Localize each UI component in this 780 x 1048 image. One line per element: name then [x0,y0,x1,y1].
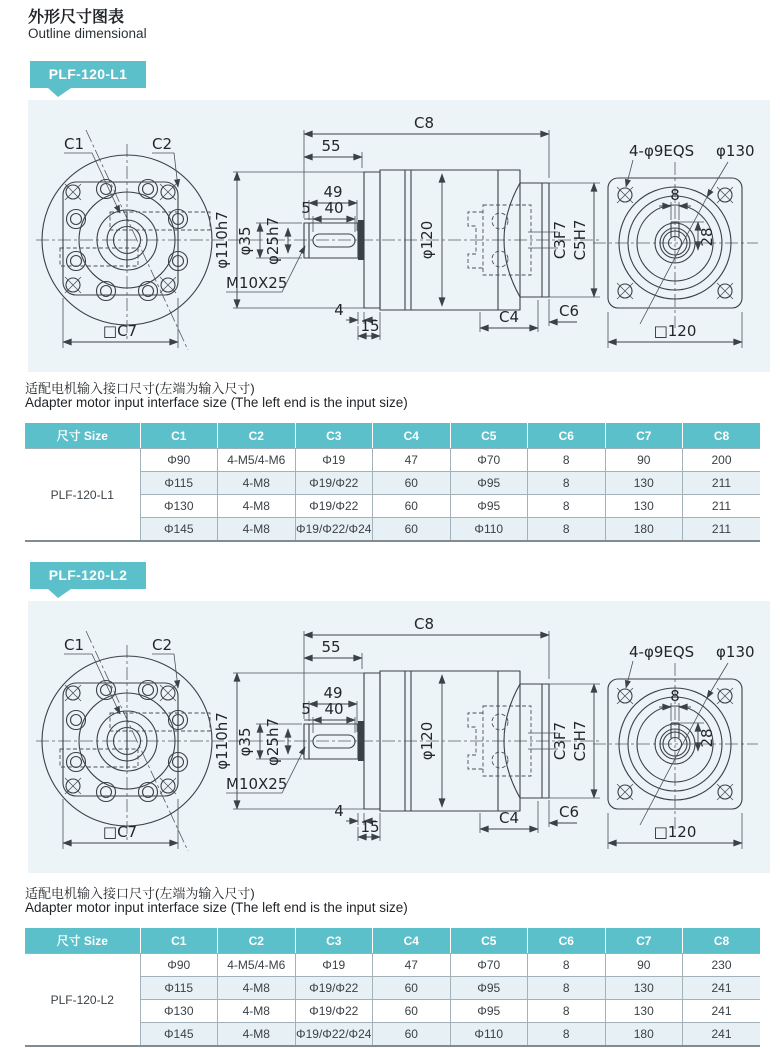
dim-label: C6 [558,803,580,821]
dim-label: φ120 [418,721,436,761]
table-cell: Φ19/Φ22/Φ24 [295,1023,373,1047]
corner-holes [65,685,176,794]
side-view [213,114,600,340]
section-subtitle-zh: 适配电机输入接口尺寸(左端为输入尺寸) [25,886,255,901]
table-cell: 241 [683,1000,761,1023]
table-cell: 130 [605,977,683,1000]
table-cell: Φ110 [450,518,528,542]
dim-label: □120 [653,322,697,340]
column-header: C8 [683,928,761,954]
dim-label: 4-φ9EQS [629,643,695,661]
dim-label: C8 [413,114,435,132]
table-cell: 60 [373,1000,451,1023]
table-cell: 130 [605,495,683,518]
table-cell: 8 [528,518,606,542]
dim-label: C8 [413,615,435,633]
dim-label: C3F7 [551,721,569,761]
table-cell: Φ19/Φ22 [295,472,373,495]
table-row [25,449,760,472]
table-cell: 130 [605,472,683,495]
column-header: C1 [140,928,218,954]
dim-label: φ35 [236,727,254,757]
dim-label: C2 [152,636,173,654]
dim-label: 40 [324,199,344,217]
technical-drawing [28,100,770,372]
table-header [25,423,760,449]
dim-label: 4-φ9EQS [629,142,695,160]
dim-label: □C7 [102,823,138,841]
table-cell: Φ70 [450,449,528,472]
table-cell: Φ19 [295,954,373,977]
dim-label: 5 [301,199,311,217]
dim-label: 4 [334,802,344,820]
rear-view [593,142,758,348]
table-cell: Φ145 [140,518,218,542]
column-header: C2 [218,928,296,954]
dim-label: C1 [64,636,85,654]
column-header: C6 [528,423,606,449]
table-cell: Φ115 [140,977,218,1000]
table-cell: Φ19/Φ22/Φ24 [295,518,373,542]
column-header: C8 [683,423,761,449]
table-cell: Φ19/Φ22 [295,1000,373,1023]
table-cell: 211 [683,472,761,495]
dimension-table-l1 [25,423,760,542]
table-header [25,928,760,954]
front-view [36,631,224,851]
dim-label: φ35 [236,226,254,256]
table-cell: 4-M8 [218,518,296,542]
model-cell: PLF-120-L2 [25,954,140,1047]
table-cell: 180 [605,1023,683,1047]
dim-label: 5 [301,700,311,718]
column-header: C1 [140,423,218,449]
table-cell: 4-M8 [218,495,296,518]
dim-label: 15 [360,317,380,335]
table-cell: 180 [605,518,683,542]
dim-label: φ130 [716,142,755,160]
table-cell: Φ90 [140,449,218,472]
dim-label: 8 [670,687,680,705]
table-cell: 4-M8 [218,1000,296,1023]
drawing-panel-l1 [28,100,770,372]
table-cell: 90 [605,449,683,472]
corner-holes [65,184,176,293]
column-header: C5 [450,928,528,954]
table-cell: 4-M8 [218,977,296,1000]
column-header: C3 [295,423,373,449]
dim-label: φ110h7 [213,712,231,770]
column-header: C7 [605,928,683,954]
table-cell: Φ95 [450,977,528,1000]
dim-label: 55 [321,137,341,155]
drawing-panel-l2 [28,601,770,873]
table-cell: Φ130 [140,1000,218,1023]
page-subtitle: Outline dimensional [28,26,147,41]
rear-view [593,643,758,849]
dim-label: φ25h7 [264,717,282,767]
table-cell: Φ19/Φ22 [295,495,373,518]
table-cell: 47 [373,954,451,977]
table-cell: 130 [605,1000,683,1023]
side-view [213,615,600,841]
dim-label: 28 [698,728,716,748]
dim-label: φ120 [418,220,436,260]
dim-label: φ130 [716,643,755,661]
table-cell: 8 [528,954,606,977]
page-title: 外形尺寸图表 [28,9,125,26]
column-header: C5 [450,423,528,449]
table-cell: 4-M8 [218,472,296,495]
table-cell: 8 [528,1023,606,1047]
section-subtitle-zh: 适配电机输入接口尺寸(左端为输入尺寸) [25,381,255,396]
dim-label: 49 [323,684,343,702]
table-cell: Φ115 [140,472,218,495]
dim-label: C5H7 [571,720,589,762]
table-cell: 8 [528,472,606,495]
table-cell: 60 [373,495,451,518]
table-cell: 47 [373,449,451,472]
table-cell: Φ145 [140,1023,218,1047]
table-cell: 8 [528,495,606,518]
dim-label: M10X25 [226,775,288,793]
table-cell: 90 [605,954,683,977]
front-view [36,130,224,350]
dim-label: 4 [334,301,344,319]
table-cell: 4-M5/4-M6 [218,449,296,472]
column-header: C4 [373,423,451,449]
dim-label: M10X25 [226,274,288,292]
dimension-table-l2 [25,928,760,1047]
dim-label: C4 [498,809,520,827]
table-cell: Φ90 [140,954,218,977]
section-subtitle-en: Adapter motor input interface size (The left end is the input size) [25,395,408,410]
table-cell: 241 [683,977,761,1000]
column-header: C4 [373,928,451,954]
model-badge-plf-120-l2: PLF-120-L2 [30,562,146,589]
dim-label: C5H7 [571,219,589,261]
dim-label: C1 [64,135,85,153]
table-cell: 60 [373,472,451,495]
model-cell: PLF-120-L1 [25,449,140,542]
table-cell: Φ130 [140,495,218,518]
table-cell: 211 [683,518,761,542]
dim-label: C2 [152,135,173,153]
column-header: C6 [528,928,606,954]
table-cell: 241 [683,1023,761,1047]
column-header: 尺寸 Size [25,928,140,954]
table-row [25,954,760,977]
table-cell: 60 [373,1023,451,1047]
dim-label: 40 [324,700,344,718]
column-header: C2 [218,423,296,449]
table-cell: Φ95 [450,495,528,518]
table-cell: Φ70 [450,954,528,977]
table-cell: 60 [373,518,451,542]
table-cell: 230 [683,954,761,977]
table-cell: 4-M8 [218,1023,296,1047]
dim-label: 8 [670,186,680,204]
table-cell: Φ110 [450,1023,528,1047]
dim-label: C3F7 [551,220,569,260]
table-cell: 211 [683,495,761,518]
dim-label: 55 [321,638,341,656]
table-cell: 8 [528,449,606,472]
column-header: C7 [605,423,683,449]
table-cell: 8 [528,977,606,1000]
dim-label: C6 [558,302,580,320]
dim-label: □C7 [102,322,138,340]
table-cell: Φ95 [450,472,528,495]
dim-label: 15 [360,818,380,836]
dim-label: φ25h7 [264,216,282,266]
table-cell: 4-M5/4-M6 [218,954,296,977]
table-cell: Φ19/Φ22 [295,977,373,1000]
dim-label: 49 [323,183,343,201]
section-subtitle-en: Adapter motor input interface size (The left end is the input size) [25,900,408,915]
column-header: 尺寸 Size [25,423,140,449]
dim-label: □120 [653,823,697,841]
table-cell: Φ95 [450,1000,528,1023]
dim-label: φ110h7 [213,211,231,269]
dim-label: 28 [698,227,716,247]
column-header: C3 [295,928,373,954]
technical-drawing [28,601,770,873]
table-cell: 60 [373,977,451,1000]
model-badge-plf-120-l1: PLF-120-L1 [30,61,146,88]
table-cell: 200 [683,449,761,472]
table-cell: Φ19 [295,449,373,472]
dim-label: C4 [498,308,520,326]
table-cell: 8 [528,1000,606,1023]
